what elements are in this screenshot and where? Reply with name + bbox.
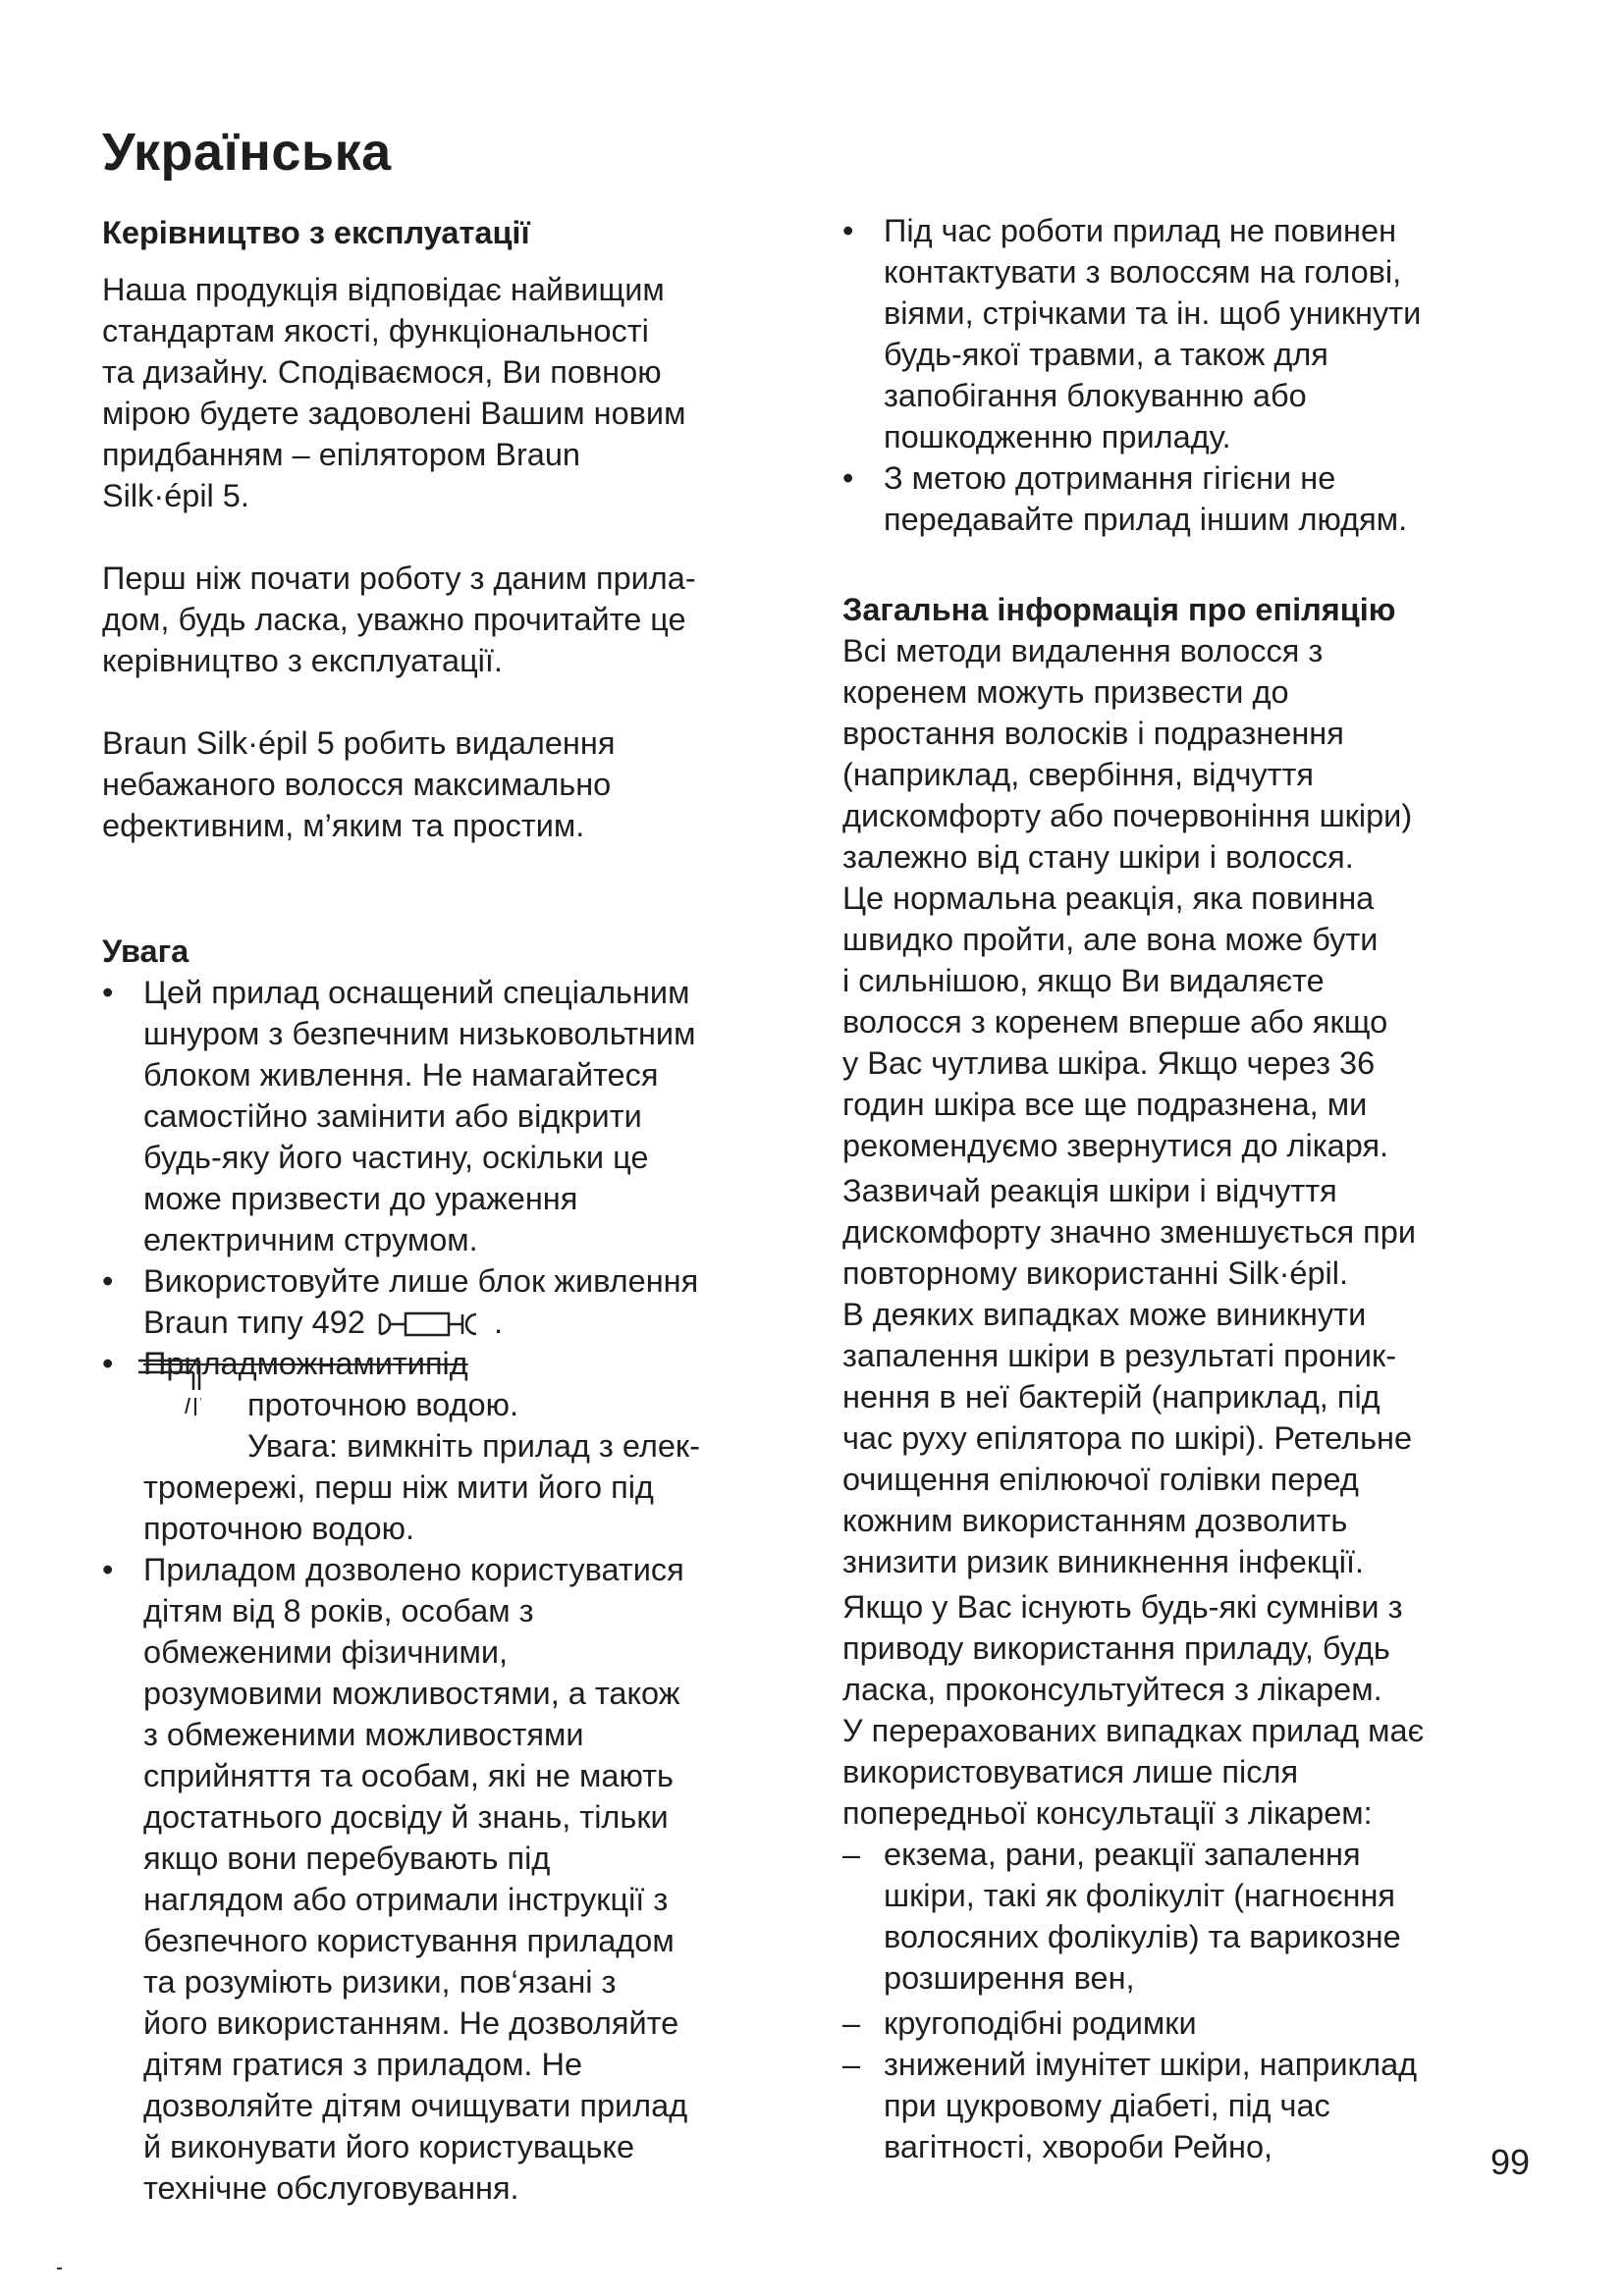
bullet-marker: • bbox=[102, 1346, 114, 1381]
text-line: залежно від стану шкіри і волосся. bbox=[842, 839, 1354, 875]
scan-mark bbox=[57, 2268, 62, 2269]
caution-item-power-cord bbox=[102, 972, 809, 1260]
page-number: 99 bbox=[1489, 2142, 1530, 2182]
text-line: самостійно замінити або відкрити bbox=[143, 1098, 642, 1134]
text-line: може призвести до ураження bbox=[143, 1181, 578, 1216]
text-line: Під час роботи прилад не повинен bbox=[884, 213, 1397, 248]
text-line: мірою будете задоволені Вашим новим bbox=[102, 396, 686, 431]
text-line: Приладом дозволено користуватися bbox=[143, 1552, 684, 1587]
text-line: кожним використанням дозволить bbox=[842, 1503, 1348, 1538]
text-line: знизити ризик виникнення інфекції. bbox=[842, 1544, 1365, 1579]
caution-item-line: Використовуйте лише блок живлення bbox=[143, 1263, 699, 1299]
dash-marker: – bbox=[842, 2005, 861, 2041]
text-line: та дизайну. Сподіваємося, Ви повною bbox=[102, 354, 662, 390]
text-line: Наша продукція відповідає найвищим bbox=[102, 272, 665, 307]
text-line: блоком живлення. Не намагайтеся bbox=[143, 1057, 659, 1093]
text-line: (наприклад, свербіння, відчуття bbox=[842, 757, 1315, 792]
text-line: проточною водою. bbox=[143, 1511, 414, 1546]
left-column bbox=[102, 210, 809, 2209]
text-line: Якщо у Вас існують будь-які сумніви з bbox=[842, 1589, 1403, 1625]
text-line: коренем можуть призвести до bbox=[842, 674, 1289, 710]
text-line: Увага: вимкніть прилад з елек- bbox=[247, 1428, 700, 1464]
text-line: віями, стрічками та ін. щоб уникнути bbox=[884, 295, 1422, 331]
condition-item-text bbox=[884, 2002, 1530, 2044]
bullet-marker: • bbox=[102, 1263, 114, 1299]
text-line: будь-яку його частину, оскільки це bbox=[143, 1140, 649, 1175]
power-supply-period: . bbox=[493, 1305, 503, 1340]
text-line: безпечного користування приладом bbox=[143, 1923, 675, 1958]
product-description-paragraph bbox=[102, 722, 809, 846]
text-line: пошкодженню приладу. bbox=[884, 419, 1231, 454]
condition-item-text bbox=[884, 1834, 1530, 1999]
text-line: тромережі, перш ніж мити його під bbox=[143, 1469, 654, 1505]
text-line: запобігання блокуванню або bbox=[884, 378, 1307, 413]
caution-item-text bbox=[884, 210, 1530, 457]
text-line: технічне обслуговування. bbox=[143, 2170, 519, 2206]
bullet-marker: • bbox=[102, 1552, 114, 1587]
page-title: Українська bbox=[102, 123, 392, 182]
caution-item-line: Приладможнамитипід bbox=[143, 1346, 468, 1381]
text-line: рекомендуємо звернутися до лікаря. bbox=[842, 1128, 1389, 1163]
condition-item-moles bbox=[842, 2002, 1530, 2044]
bullet-marker: • bbox=[102, 975, 114, 1010]
text-line: повторному використанні Silk·épil. bbox=[842, 1255, 1349, 1291]
text-line: запалення шкіри в результаті проник- bbox=[842, 1338, 1397, 1373]
epilation-paragraph-1 bbox=[842, 630, 1530, 878]
text-line: швидко пройти, але вона може бути bbox=[842, 922, 1379, 957]
text-line: годин шкіра все ще подразнена, ми bbox=[842, 1087, 1368, 1122]
text-line: Всі методи видалення волосся з bbox=[842, 633, 1324, 668]
text-line: дом, будь ласка, уважно прочитайте це bbox=[102, 602, 686, 637]
text-line: приводу використання приладу, будь bbox=[842, 1630, 1390, 1666]
text-line: передавайте прилад іншим людям. bbox=[884, 502, 1408, 537]
caution-item-text bbox=[884, 457, 1530, 540]
section-heading-manual: Керівництво з експлуатації bbox=[102, 215, 530, 250]
text-line: Braun Silk·épil 5 робить видалення bbox=[102, 725, 616, 761]
text-line: придбанням – епілятором Braun bbox=[102, 437, 581, 472]
condition-item-eczema bbox=[842, 1834, 1530, 1999]
text-line: стандартам якості, функціональності bbox=[102, 313, 649, 348]
text-line: дозволяйте дітям очищувати прилад bbox=[143, 2088, 688, 2123]
text-line: Цей прилад оснащений спеціальним bbox=[143, 975, 690, 1010]
text-line: його використанням. Не дозволяйте bbox=[143, 2005, 679, 2041]
caution-item-line: проточною водою. bbox=[247, 1387, 518, 1422]
read-manual-paragraph bbox=[102, 558, 809, 681]
epilation-paragraph-4 bbox=[842, 1294, 1530, 1582]
caution-item-hygiene bbox=[842, 457, 1530, 540]
epilation-paragraph-5 bbox=[842, 1586, 1530, 1710]
shower-icon bbox=[138, 1351, 201, 1423]
text-line: дітям від 8 років, особам з bbox=[143, 1593, 534, 1629]
text-line: З метою дотримання гігієни не bbox=[884, 460, 1336, 496]
text-line: використовуватися лише після bbox=[842, 1754, 1299, 1789]
text-line: і сильнішою, якщо Ви видаляєте bbox=[842, 963, 1325, 998]
caution-item-hair-contact bbox=[842, 210, 1530, 457]
right-column bbox=[842, 210, 1530, 2167]
epilation-paragraph-6 bbox=[842, 1710, 1530, 1834]
condition-item-text bbox=[884, 2044, 1530, 2167]
power-plug-icon bbox=[374, 1308, 494, 1340]
text-line: небажаного волосся максимально bbox=[102, 767, 612, 802]
caution-item-washable bbox=[102, 1343, 809, 1549]
caution-item-text bbox=[143, 1425, 809, 1549]
text-line: У перерахованих випадках прилад має bbox=[842, 1713, 1425, 1748]
text-line: Зазвичай реакція шкіри і відчуття bbox=[842, 1173, 1337, 1208]
text-line: сприйняття та особам, які не мають bbox=[143, 1758, 674, 1793]
text-line: й виконувати його користувацьке bbox=[143, 2129, 635, 2164]
text-line: розумовими можливостями, а також bbox=[143, 1676, 680, 1711]
caution-item-text bbox=[143, 972, 809, 1260]
caution-item-text bbox=[143, 1549, 809, 2209]
epilation-paragraph-3 bbox=[842, 1170, 1530, 1294]
text-line: якщо вони перебувають під bbox=[143, 1841, 551, 1876]
text-line: вростання волосків і подразнення bbox=[842, 716, 1344, 751]
bullet-marker: • bbox=[842, 460, 854, 496]
caution-item-children bbox=[102, 1549, 809, 2209]
text-line: ласка, проконсультуйтеся з лікарем. bbox=[842, 1672, 1382, 1707]
text-line: будь-якої травми, а також для bbox=[884, 337, 1328, 372]
text-line: екзема, рани, реакції запалення bbox=[884, 1837, 1361, 1872]
text-line: та розуміють ризики, пов‘язані з bbox=[143, 1964, 617, 2000]
text-line: вагітності, хвороби Рейно, bbox=[884, 2129, 1273, 2164]
text-line: з обмеженими можливостями bbox=[143, 1717, 584, 1752]
caution-item-line-with-symbol bbox=[143, 1302, 809, 1343]
text-line: при цукровому діабеті, під час bbox=[884, 2088, 1330, 2123]
text-line: дискомфорту або почервоніння шкіри) bbox=[842, 798, 1413, 833]
bullet-marker: • bbox=[842, 213, 854, 248]
text-line: час руху епілятора по шкірі). Ретельне bbox=[842, 1420, 1413, 1456]
text-line: Silk·épil 5. bbox=[102, 478, 249, 513]
text-line: кругоподібні родимки bbox=[884, 2005, 1197, 2041]
section-heading-caution: Увага bbox=[102, 934, 189, 969]
text-line: волосся з коренем вперше або якщо bbox=[842, 1004, 1388, 1040]
text-line: нення в неї бактерій (наприклад, під bbox=[842, 1379, 1380, 1415]
intro-paragraph bbox=[102, 269, 809, 516]
text-line: знижений імунітет шкіри, наприклад bbox=[884, 2047, 1418, 2082]
text-line: контактувати з волоссям на голові, bbox=[884, 254, 1402, 290]
text-line: дискомфорту значно зменшується при bbox=[842, 1214, 1416, 1250]
text-line: попередньої консультації з лікарем: bbox=[842, 1795, 1373, 1831]
section-heading-epilation-info: Загальна інформація про епіляцію bbox=[842, 592, 1396, 627]
condition-item-immunity bbox=[842, 2044, 1530, 2167]
text-line: обмеженими фізичними, bbox=[143, 1634, 509, 1670]
text-line: керівництво з експлуатації. bbox=[102, 643, 503, 678]
text-line: Перш ніж почати роботу з даним прила- bbox=[102, 561, 696, 596]
text-line: достатнього досвіду й знань, тільки bbox=[143, 1799, 669, 1835]
text-line: шнуром з безпечним низьковольтним bbox=[143, 1016, 696, 1051]
text-line: волосяних фолікулів) та варикозне bbox=[884, 1919, 1401, 1954]
text-line: розширення вен, bbox=[884, 1960, 1135, 1996]
dash-marker: – bbox=[842, 2047, 861, 2082]
text-line: дітям гратися з приладом. Не bbox=[143, 2047, 583, 2082]
text-line: Це нормальна реакція, яка повинна bbox=[842, 881, 1375, 916]
text-line: наглядом або отримали інструкції з bbox=[143, 1882, 669, 1917]
epilation-paragraph-2 bbox=[842, 878, 1530, 1166]
power-supply-type-text: Braun типу 492 bbox=[143, 1305, 365, 1340]
text-line: електричним струмом. bbox=[143, 1222, 478, 1257]
text-line: ефективним, м’яким та простим. bbox=[102, 808, 585, 843]
text-line: очищення епілюючої голівки перед bbox=[842, 1462, 1359, 1497]
text-line: шкіри, такі як фолікуліт (нагноєння bbox=[884, 1878, 1396, 1913]
caution-item-power-supply bbox=[102, 1260, 809, 1343]
dash-marker: – bbox=[842, 1837, 861, 1872]
text-line: у Вас чутлива шкіра. Якщо через 36 bbox=[842, 1045, 1376, 1081]
text-line: В деяких випадках може виникнути bbox=[842, 1297, 1367, 1332]
